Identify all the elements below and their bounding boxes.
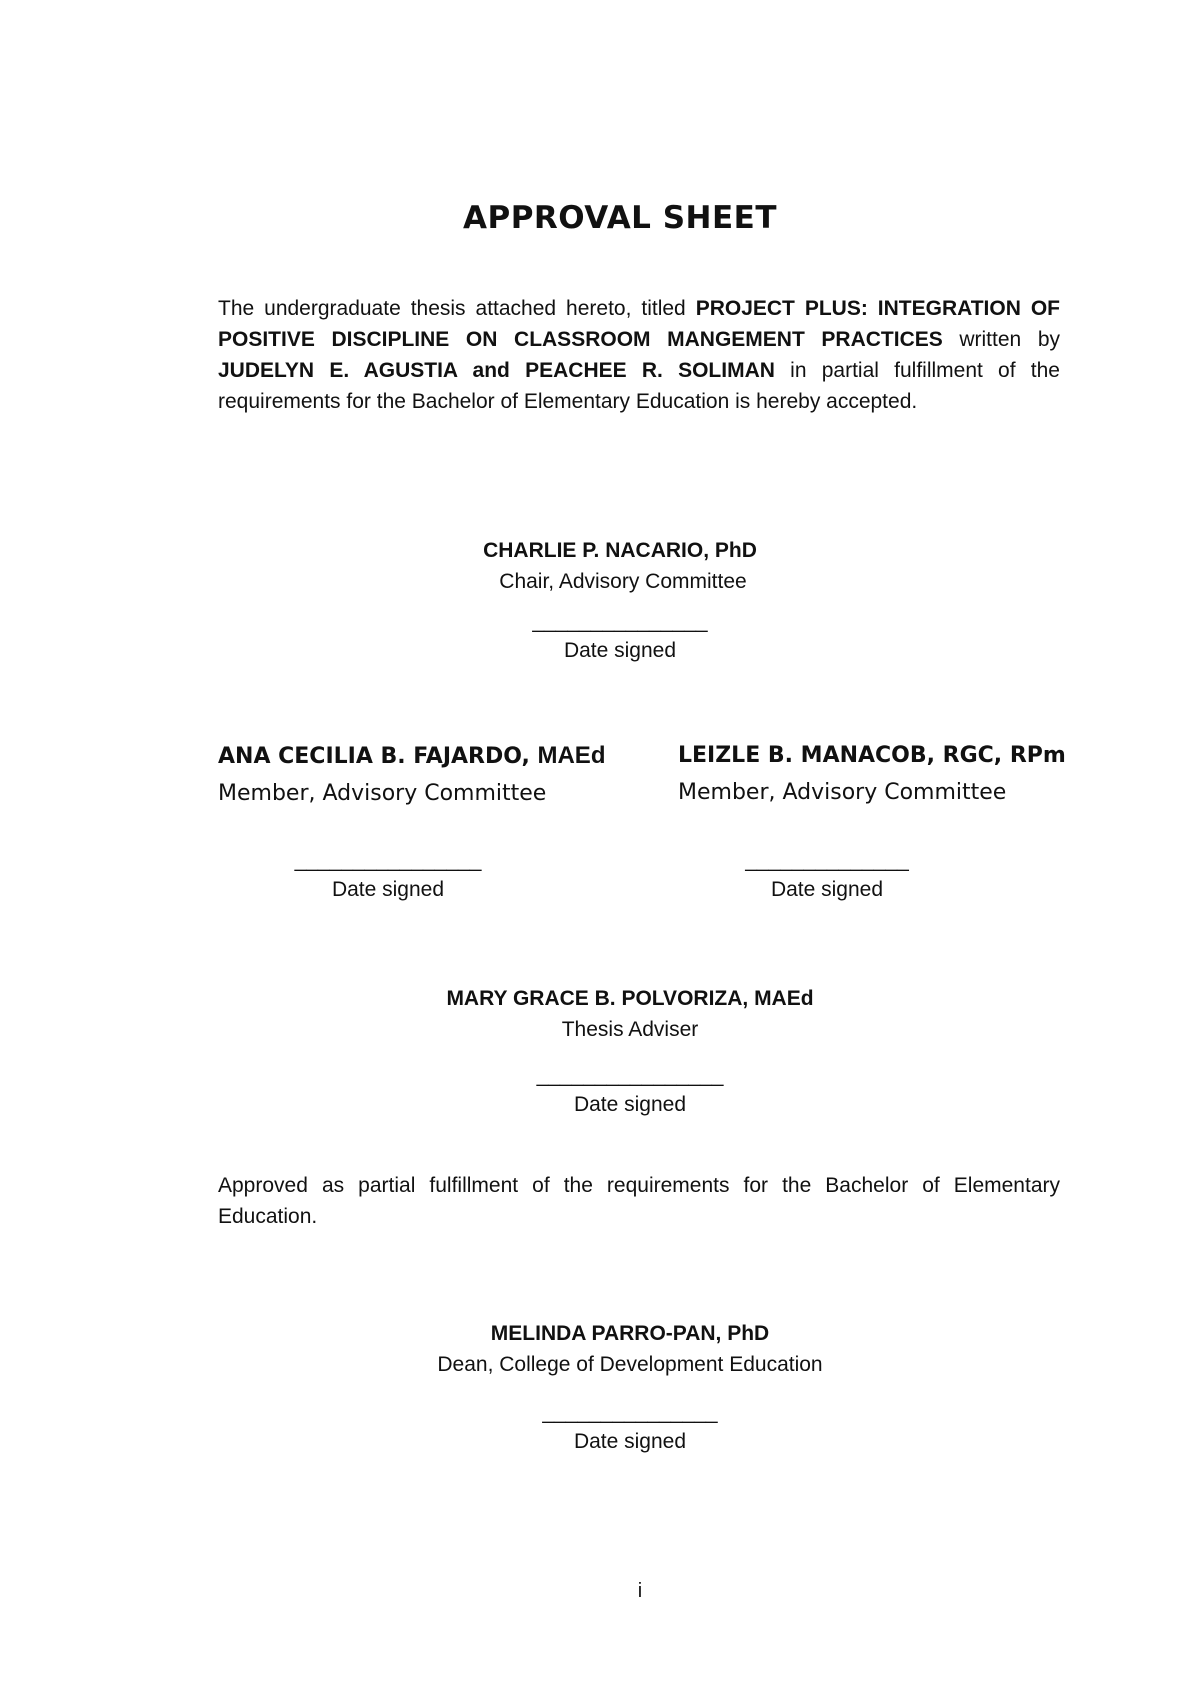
- adviser-signature-block: [400, 983, 860, 1120]
- dean-name: MELINDA PARRO-PAN, PhD: [490, 1322, 770, 1345]
- dean-date-label: Date signed: [573, 1430, 687, 1453]
- adviser-date-label: Date signed: [573, 1093, 687, 1116]
- chair-signature-block: [400, 535, 840, 666]
- dean-signature-block: [380, 1318, 880, 1457]
- intro-text-2: written by: [942, 328, 1060, 351]
- chair-name: CHARLIE P. NACARIO, PhD: [483, 539, 757, 562]
- member2-date-block: [662, 848, 992, 905]
- member1-role: Member, Advisory Committee: [218, 781, 547, 806]
- chair-date-label: Date signed: [563, 639, 677, 662]
- intro-paragraph: [218, 293, 1060, 417]
- approval-paragraph: Approved as partial fulfillment of the requirements for the Bachelor of Elementary Education.: [218, 1174, 1060, 1228]
- adviser-name: MARY GRACE B. POLVORIZA, MAEd: [446, 987, 814, 1010]
- dean-signature-line: _______________: [542, 1401, 718, 1424]
- intro-text-1: The undergraduate thesis attached hereto, titled: [218, 297, 696, 320]
- member2-date-label: Date signed: [770, 878, 884, 901]
- member2-signature-line: ______________: [745, 849, 909, 872]
- page-number: i: [637, 1580, 643, 1602]
- chair-signature-line: _______________: [532, 610, 708, 633]
- page-title: APPROVAL SHEET: [462, 200, 778, 236]
- thesis-title: PROJECT PLUS: INTEGRATION OF POSITIVE DISCIPLINE ON CLASSROOM MANGEMENT PRACTICES: [218, 297, 1060, 351]
- member1-signature-line: ________________: [294, 849, 482, 872]
- adviser-signature-line: ________________: [536, 1064, 724, 1087]
- member1-date-block: [218, 848, 558, 905]
- member2-signature-block: [678, 737, 1066, 811]
- member1-date-label: Date signed: [331, 878, 445, 901]
- adviser-role: Thesis Adviser: [561, 1018, 699, 1041]
- member1-signature-block: [218, 737, 605, 812]
- dean-role: Dean, College of Development Education: [437, 1353, 823, 1376]
- chair-role: Chair, Advisory Committee: [499, 570, 747, 593]
- member1-name: [218, 737, 605, 775]
- member1-degree: MAEd: [537, 742, 606, 769]
- thesis-authors: JUDELYN E. AGUSTIA and PEACHEE R. SOLIMAN: [218, 359, 775, 382]
- member2-name: LEIZLE B. MANACOB, RGC, RPm: [678, 743, 1066, 768]
- intro-text-3: in partial fulfillment of the requirements for the Bachelor of Elementary Education is hereby accepted.: [218, 359, 1060, 413]
- member2-role: Member, Advisory Committee: [678, 780, 1007, 805]
- member1-name-text: ANA CECILIA B. FAJARDO,: [218, 744, 538, 769]
